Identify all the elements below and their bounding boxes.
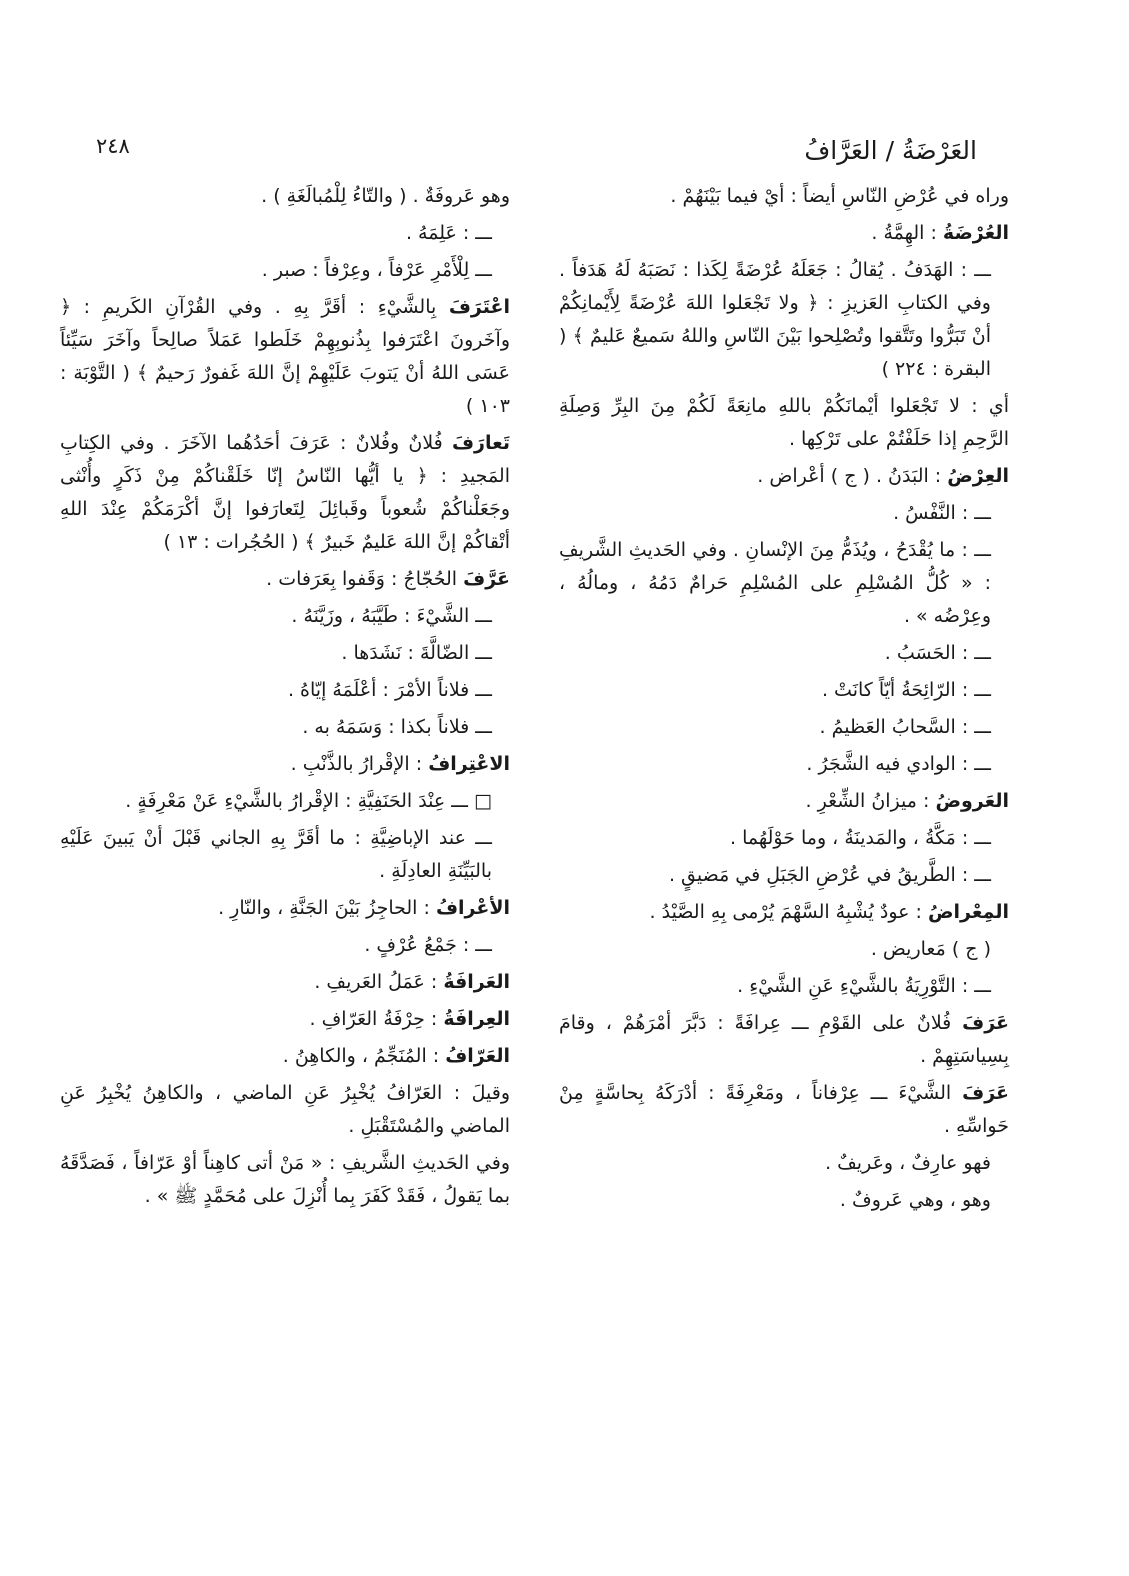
entry-text: ـــ الشَّيْءَ : طَيَّبَهُ ، وزَيَّنَهُ . [291,605,492,627]
entry-text: ـــ : الرّائِحَةُ أيّاً كانَتْ . [821,679,991,701]
entry-text: ـــ عند الإباضِيَّةِ : ما أقَرَّ بِهِ الجاني قَبْلَ أنْ يَبينَ عَلَيْهِ بالبَيِّنَةِ العادِلَةِ . [60,827,492,882]
headword: اعْتَرَفَ [448,296,510,318]
entry-line [559,1184,1009,1217]
entry-text: ـــ : الوادي فيه الشَّجَرُ . [806,753,991,775]
entry-text: وفي الحَديثِ الشَّريفِ : « مَنْ أتى كاهِناً أوْ عَرّافاً ، فَصَدَّقَهُ بما يَقولُ ، فَقَدْ كَفَرَ بِما أُنْزِلَ على مُحَمَّدٍ ﷺ » . [60,1152,510,1207]
entry-text: ـــ : الطَّريقُ في عُرْضِ الجَبَلِ في مَضيقٍ . [668,864,991,886]
headword: العِرْضُ [947,465,1009,487]
entry-text: الحُجّاجُ : وَقَفوا بِعَرَفات . [266,568,464,590]
entry-text: ـــ لِلْأَمْرِ عَرْفاً ، وعِرْفاً : صبر . [261,259,492,281]
running-head: العَرْضَةُ / العَرَّافُ [804,136,977,165]
entry-text: أي : لا تَجْعَلوا أيْمانَكُمْ باللهِ مانِعَةً لَكُمْ مِنَ البِرِّ وَصِلَةِ الرَّحِمِ إذا حَلَفْتُمْ على تَرْكِها . [559,395,1009,450]
entry-line [559,711,1009,744]
right-column [559,180,1009,1221]
entry-text: ( ج ) مَعاريض . [870,938,991,960]
entry-line [559,497,1009,530]
headword: العَرّافُ [445,1045,510,1067]
entry-text: □ ـــ عِنْدَ الحَنَفِيَّةِ : الإقْرارُ بالشَّيْءِ عَنْ مَعْرِفَةٍ . [125,790,492,812]
headword: المِعْراضُ [927,901,1009,923]
headword: عَرَّفَ [463,568,510,590]
entry-text: : الإقْرارُ بالذَّنْبِ . [290,753,429,775]
entry-text: : المُنَجِّمُ ، والكاهِنُ . [282,1045,446,1067]
entry-text: : عودٌ يُشْبِهُ السَّهْمَ يُرْمى بِهِ الصَّيْدُ . [649,901,928,923]
headword: عَرَفَ [962,1012,1009,1034]
entry-text: وهو عَروفَةٌ . ( والتّاءُ لِلْمُبالَغَةِ ) . [261,185,510,207]
dictionary-entry [559,1007,1009,1073]
entry-line [60,217,510,250]
entry-text: فُلانٌ على القَوْمِ ـــ عِرافَةً : دَبَّرَ أمْرَهُمْ ، وقامَ بِسِياسَتِهِمْ . [559,1012,1009,1067]
entry-line [559,1147,1009,1180]
entry-text: ـــ : الحَسَبُ . [884,642,991,664]
entry-line [60,180,510,213]
entry-text: ـــ : التَّوْرِيَةُ بالشَّيْءِ عَنِ الشَّيْءِ . [737,975,991,997]
dictionary-entry [60,291,510,423]
entry-text: ـــ : جَمْعُ عُرْفٍ . [364,934,492,956]
headword: العَروضُ [935,790,1009,812]
entry-text: بِالشَّيْءِ : أقَرَّ بِهِ . وفي القُرْآنِ الكَريمِ : ﴿ وآخَرونَ اعْتَرَفوا بِذُنوبِهِمْ خَلَطوا عَمَلاً صالِحاً وآخَرَ سَيِّئاً عَسَى اللهُ أنْ يَتوبَ عَلَيْهِمْ إنَّ اللهَ غَفورٌ رَحيمٌ ﴾ ( التَّوْبَة : ١٠٣ ) [60,296,510,417]
dictionary-entry [60,966,510,999]
entry-text: ـــ فلاناً الأمْرَ : أعْلَمَهُ إيّاهُ . [287,679,492,701]
dictionary-entry [60,892,510,925]
entry-line [559,180,1009,213]
entry-line [559,390,1009,456]
dictionary-entry [60,748,510,781]
entry-text: ـــ : عَلِمَهُ . [405,222,492,244]
entry-text: وقيلَ : العَرّافُ يُخْبِرُ عَنِ الماضي ، والكاهِنُ يُخْبِرُ عَنِ الماضي والمُسْتَقْبَلِ . [60,1082,510,1137]
entry-line [559,748,1009,781]
entry-text: ـــ : النَّفْسُ . [893,502,991,524]
entry-text: ـــ الضّالَّةَ : نَشَدَها . [341,642,492,664]
entry-line [559,859,1009,892]
entry-text: فهو عارِفٌ ، وعَريفٌ . [825,1152,991,1174]
entry-text: ـــ فلاناً بكذا : وَسَمَهُ به . [302,716,492,738]
entry-text: ـــ : ما يُقْدَحُ ، ويُذَمُّ مِنَ الإنْسانِ . وفي الحَديثِ الشَّريفِ : « كُلُّ المُسْلِمِ على المُسْلِمِ حَرامٌ دَمُهُ ، ومالُهُ ، وعِرْضُه » . [559,539,991,627]
entry-line [559,970,1009,1003]
entry-line [559,254,1009,386]
headword: الاعْتِرافُ [428,753,510,775]
dictionary-entry [60,427,510,559]
entry-line [60,785,510,818]
dictionary-entry [60,1040,510,1073]
dictionary-entry [559,785,1009,818]
entry-text: : البَدَنُ . ( ج ) أعْراض . [757,465,948,487]
entry-text: : حِرْفَةُ العَرّافِ . [309,1008,444,1030]
page-number: ٢٤٨ [96,134,130,158]
entry-line [559,933,1009,966]
entry-line [60,600,510,633]
headword: العِرافَةُ [443,1008,510,1030]
left-column [60,180,510,1217]
entry-text: ـــ : مَكَّةُ ، والمَدينَةُ ، وما حَوْلَهُما . [729,827,991,849]
entry-text: ـــ : الهَدَفُ . يُقالُ : جَعَلَهُ عُرْضَةً لِكَذا : نَصَبَهُ لَهُ هَدَفاً . وفي الكتابِ العَزيزِ : ﴿ ولا تَجْعَلوا اللهَ عُرْضَةً لِأَيْمانِكُمْ أنْ تَبَرُّوا وتَتَّقوا وتُصْلِحوا بَيْنَ النّاسِ واللهُ سَميعٌ عَليمٌ ﴾ ( البقرة : ٢٢٤ ) [559,259,991,380]
entry-text: : الهِمَّةُ . [871,222,943,244]
entry-text: : ميزانُ الشِّعْرِ . [805,790,936,812]
entry-line [559,822,1009,855]
dictionary-entry [559,217,1009,250]
dictionary-entry [559,460,1009,493]
entry-line [559,637,1009,670]
entry-line [559,534,1009,633]
headword: تَعارَفَ [451,432,510,454]
dictionary-entry [60,1003,510,1036]
entry-text: وهو ، وهي عَروفٌ . [839,1189,991,1211]
entry-line [60,1147,510,1213]
entry-text: فُلانٌ وفُلانٌ : عَرَفَ أحَدُهُما الآخَرَ . وفي الكِتابِ المَجيدِ : ﴿ يا أيُّها النّاسُ إنّا خَلَقْناكُمْ مِنْ ذَكَرٍ وأُنْثى وجَعَلْناكُمْ شُعوباً وقَبائِلَ لِتَعارَفوا إنَّ أكْرَمَكُمْ عِنْدَ اللهِ أتْقاكُمْ إنَّ اللهَ عَليمٌ خَبيرٌ ﴾ ( الحُجُرات : ١٣ ) [60,432,510,553]
entry-line [60,254,510,287]
headword: عَرَفَ [962,1082,1009,1104]
entry-line [60,929,510,962]
entry-line [60,1077,510,1143]
entry-text: وراه في عُرْضِ النّاسِ أيضاً : أيْ فيما بَيْنَهُمْ . [670,185,1009,207]
headword: العَرافَةُ [443,971,510,993]
entry-line [60,711,510,744]
dictionary-entry [60,563,510,596]
dictionary-entry [559,896,1009,929]
headword: العُرْضَةُ [942,222,1009,244]
entry-text: الشَّيْءَ ـــ عِرْفاناً ، ومَعْرِفَةً : أدْرَكَهُ بِحاسَّةٍ مِنْ حَواسِّهِ . [559,1082,1009,1137]
entry-line [60,637,510,670]
entry-line [559,674,1009,707]
entry-text: : عَمَلُ العَريفِ . [314,971,444,993]
entry-line [60,674,510,707]
entry-text: ـــ : السَّحابُ العَظيمُ . [819,716,991,738]
dictionary-entry [559,1077,1009,1143]
entry-text: : الحاجِزُ بَيْنَ الجَنَّةِ ، والنّارِ . [218,897,436,919]
headword: الأعْرافُ [435,897,510,919]
entry-line [60,822,510,888]
